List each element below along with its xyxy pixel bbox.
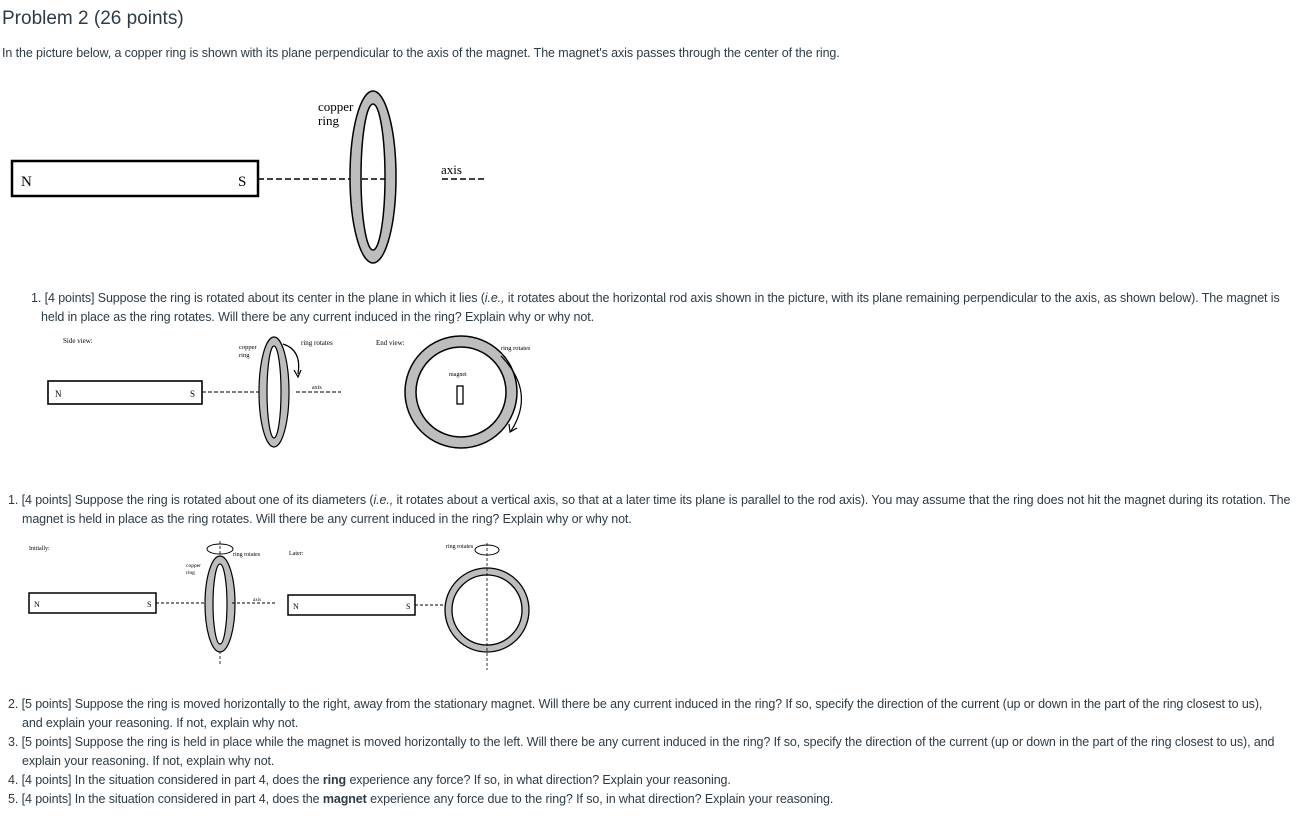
axis-label: axis <box>253 598 262 603</box>
magnet-s-label: S <box>238 174 247 190</box>
magnet-bar-later <box>288 595 415 615</box>
question-4: 4. [4 points] In the situation considered in part 4, does the ring experience any force? If so, in what direction? Explain your reasoning. <box>8 773 731 787</box>
magnet-n-label: N <box>21 174 32 190</box>
copper-ring-hole <box>213 564 227 644</box>
ring-rotates-label-2: ring rotates <box>501 345 531 352</box>
magnet-n-label: N <box>34 600 40 609</box>
magnet-bar-small <box>48 381 202 404</box>
problem-title: Problem 2 (26 points) <box>2 8 184 29</box>
question-number: 1. <box>31 291 42 305</box>
magnet-end-view <box>457 386 463 404</box>
axis-label: axis <box>312 385 322 391</box>
magnet-bar-initial <box>29 593 156 613</box>
ring-label-line2: ring <box>318 113 339 128</box>
figure-rotation-in-plane <box>0 330 560 455</box>
question-2: 2. [5 points] Suppose the ring is moved horizontally to the right, away from the stationary magnet. Will there be any current induced in the ring? If so, specify the direction of the current (up or down in the part of the ring closest to us), and explain your reasoning. If not, explain why not. <box>8 697 1263 730</box>
ring-label-line1: copper <box>318 99 354 114</box>
magnet-s-label-later: S <box>406 602 411 611</box>
magnet-label: magnet <box>449 372 467 378</box>
figure-main-diagram <box>0 80 500 275</box>
intro-text: In the picture below, a copper ring is shown with its plane perpendicular to the axis of the magnet. The magnet's axis passes through the center of the ring. <box>2 46 840 60</box>
axis-label: axis <box>441 162 462 177</box>
magnet-s-label: S <box>190 389 196 399</box>
magnet-n-label-later: N <box>293 602 299 611</box>
copper-label: copper <box>186 563 201 569</box>
end-view-label: End view: <box>376 339 405 347</box>
ring-label: ring <box>186 570 195 576</box>
later-label: Later: <box>289 551 304 557</box>
magnet-s-label: S <box>147 600 152 609</box>
ring-rotates-label: ring rotates <box>233 552 261 558</box>
initially-label: Initially: <box>29 546 50 552</box>
question-1a: 1. [4 points] Suppose the ring is rotated about its center in the plane in which it lies (i.e., it rotates about the horizontal rod axis shown in the picture, with its plane remaining perpendicular to the axis, as shown below). The magnet is held in place as the ring rotates. Will there be any current induced in the ring? Explain why or why not. <box>31 291 1280 324</box>
copper-ring-hole <box>267 346 281 438</box>
ring-rotates-label-2: ring rotates <box>446 544 474 550</box>
figure-rotation-diameter <box>0 537 560 672</box>
question-3: 3. [5 points] Suppose the ring is held in place while the magnet is moved horizontally to the left. Will there be any current induced in the ring? If so, specify the direction of the current (up or down in the part of the ring closest to us), and explain your reasoning. If not, explain why not. <box>8 735 1275 768</box>
magnet-bar <box>12 161 258 196</box>
question-number: 1. <box>8 493 19 507</box>
side-view-label: Side view: <box>63 337 93 345</box>
question-1b: 1. [4 points] Suppose the ring is rotated about one of its diameters (i.e., it rotates about a vertical axis, so that at a later time its plane is parallel to the rod axis). You may assume that the ring does not hit the magnet during its rotation. The magnet is held in place as the ring rotates. Will there be any current induced in the ring? Explain why or why not. <box>8 493 1291 526</box>
magnet-n-label: N <box>55 389 62 399</box>
copper-ring-hole <box>361 104 385 250</box>
copper-label: copper <box>239 344 257 351</box>
ring-rotates-label: ring rotates <box>301 339 333 347</box>
question-5: 5. [4 points] In the situation considered in part 4, does the magnet experience any force due to the ring? If so, in what direction? Explain your reasoning. <box>8 792 834 806</box>
ring-label: ring <box>239 352 250 359</box>
